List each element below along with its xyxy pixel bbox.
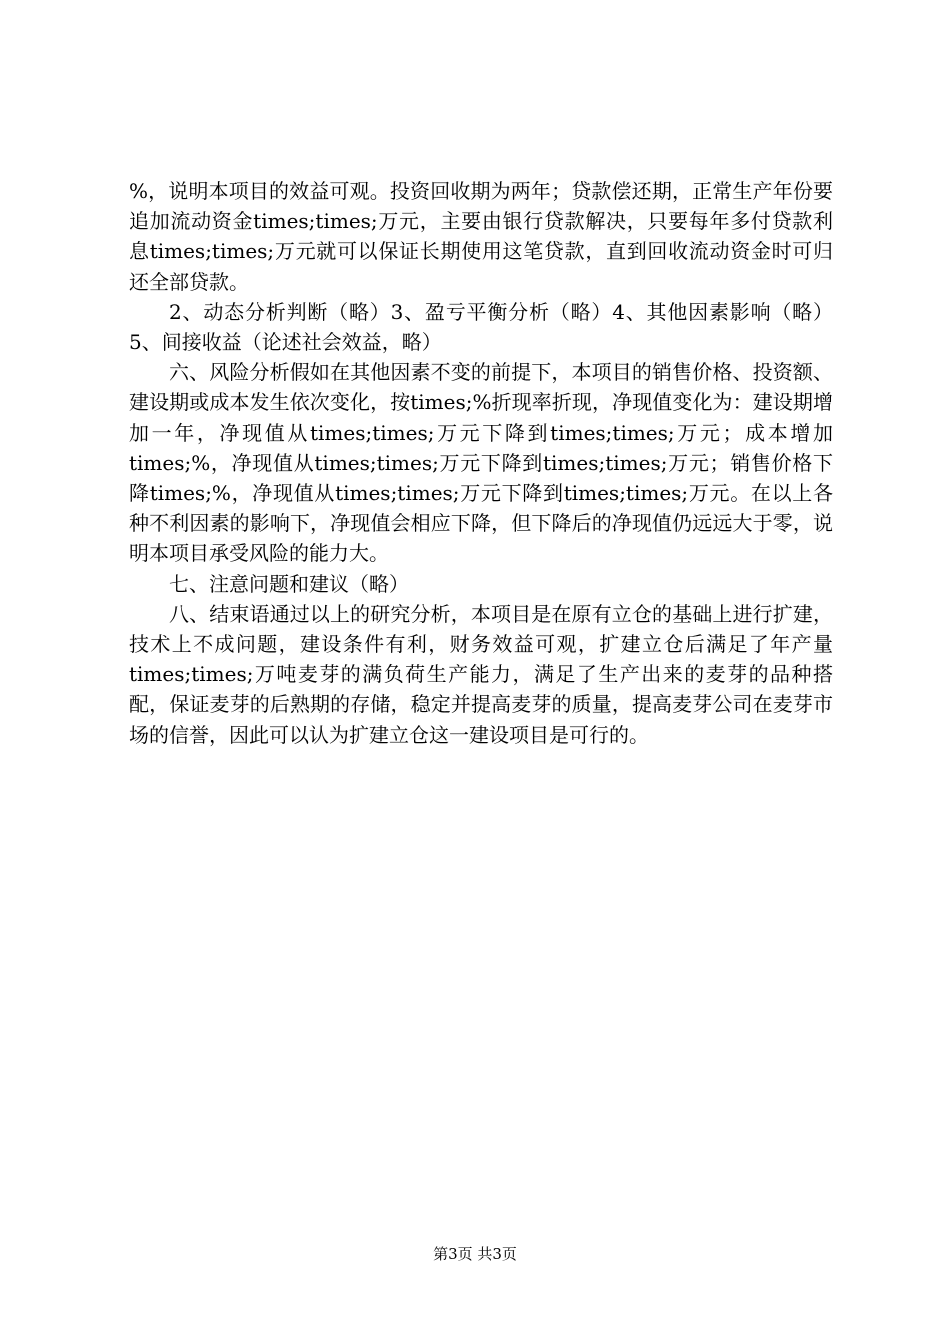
paragraph-analysis-items: 2、动态分析判断（略）3、盈亏平衡分析（略）4、其他因素影响（略）5、间接收益（论述社会效益，略） <box>129 299 833 355</box>
page-number-label: 第3页 共3页 <box>433 1245 517 1263</box>
paragraph-conclusion: 八、结束语通过以上的研究分析，本项目是在原有立仓的基础上进行扩建，技术上不成问题，建设条件有利，财务效益可观，扩建立仓后满足了年产量times;times;万吨麦芽的满负荷生产能力，满足了生产出来的麦芽的品种搭配，保证麦芽的后熟期的存储，稳定并提高麦芽的质量，提高麦芽公司在麦芽市场的信誉，因此可以认为扩建立仓这一建设项目是可行的。 <box>129 601 833 747</box>
paragraph-risk-analysis: 六、风险分析假如在其他因素不变的前提下，本项目的销售价格、投资额、建设期或成本发生依次变化，按times;%折现率折现，净现值变化为：建设期增加一年，净现值从times;times;万元下降到times;times;万元；成本增加times;%，净现值从times;times;万元下降到times;times;万元；销售价格下降times;%，净现值从times;times;万元下降到times;times;万元。在以上各种不利因素的影响下，净现值会相应下降，但下降后的净现值仍远远大于零，说明本项目承受风险的能力大。 <box>129 360 833 566</box>
page-footer <box>0 1244 950 1264</box>
document-body <box>129 176 833 750</box>
paragraph-payback: %，说明本项目的效益可观。投资回收期为两年；贷款偿还期，正常生产年份要追加流动资金times;times;万元，主要由银行贷款解决，只要每年多付贷款利息times;times;万元就可以保证长期使用这笔贷款，直到回收流动资金时可归还全部贷款。 <box>129 179 833 294</box>
paragraph-suggestions: 七、注意问题和建议（略） <box>169 571 409 596</box>
